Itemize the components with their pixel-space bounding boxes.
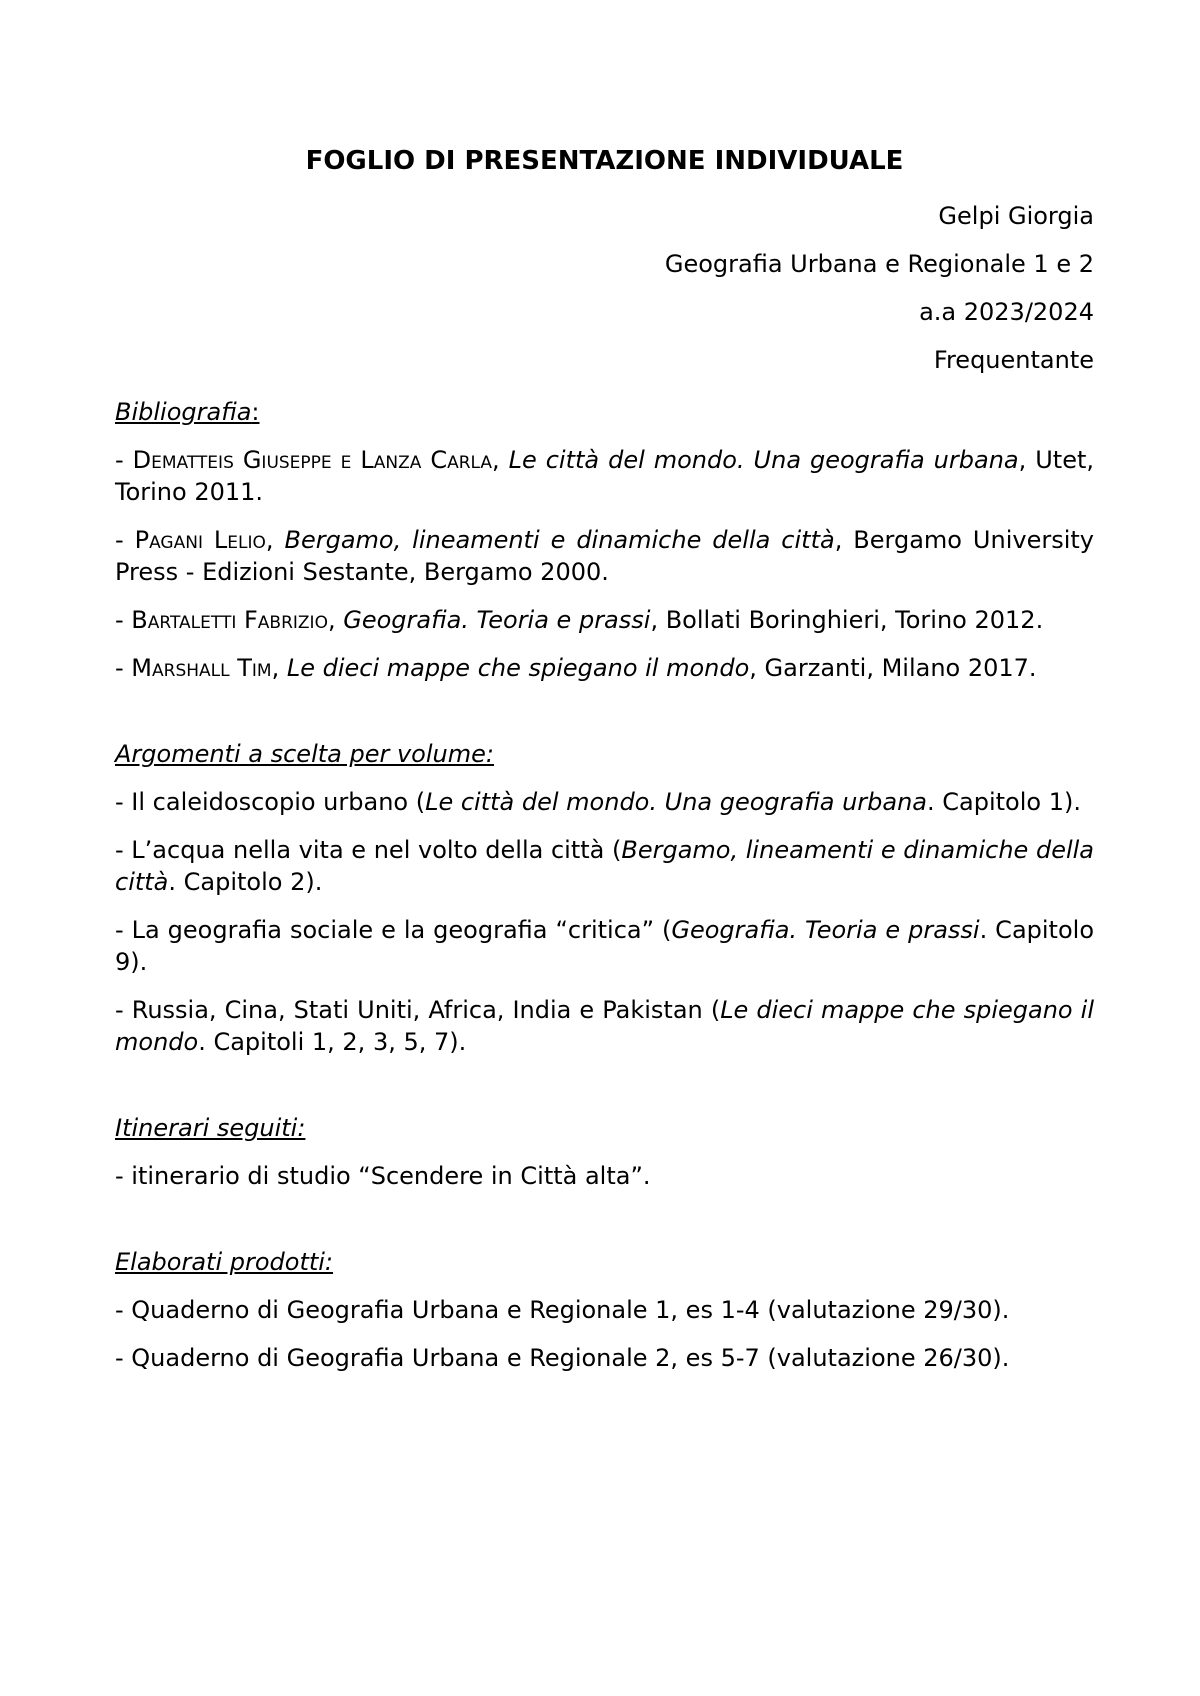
topic-text: - La geografia sociale e la geografia “critica” ( — [115, 916, 672, 944]
topic-chapter: . Capitoli 1, 2, 3, 5, 7). — [198, 1028, 467, 1056]
entry-separator: , — [327, 606, 344, 634]
entry-prefix: - — [115, 654, 132, 682]
topic-reference: Geografia. Teoria e prassi — [671, 916, 980, 944]
course-name: Geografia Urbana e Regionale 1 e 2 — [664, 250, 1094, 278]
topic-item — [115, 834, 1094, 898]
entry-author: Dematteis Giuseppe e Lanza Carla — [132, 446, 493, 474]
bibliography-entry — [115, 524, 1094, 588]
itinerary-item: - itinerario di studio “Scendere in Città alta”. — [115, 1162, 651, 1190]
bibliografia-heading — [115, 396, 1094, 428]
entry-prefix: - — [115, 606, 132, 634]
elaborati-heading: Elaborati prodotti: — [115, 1248, 334, 1276]
bibliography-entry — [115, 604, 1094, 636]
bibliography-entry — [115, 652, 1094, 684]
bibliography-entry — [115, 444, 1094, 508]
entry-separator: , — [265, 526, 285, 554]
entry-publisher: , Utet, Torino 2011. — [115, 446, 1094, 506]
entry-separator: , — [271, 654, 287, 682]
entry-title: Geografia. Teoria e prassi — [343, 606, 651, 634]
topic-item — [115, 786, 1094, 818]
topic-reference: Bergamo, lineamenti e dinamiche della città — [115, 836, 1094, 896]
entry-prefix: - — [115, 526, 135, 554]
topic-reference: Le città del mondo. Una geografia urbana — [425, 788, 928, 816]
work-item: - Quaderno di Geografia Urbana e Regionale 2, es 5-7 (valutazione 26/30). — [115, 1344, 1010, 1372]
entry-author: Pagani Lelio — [134, 526, 266, 554]
bibliografia-heading-text: Bibliografia — [115, 398, 252, 426]
entry-separator: , — [492, 446, 509, 474]
academic-year: a.a 2023/2024 — [919, 298, 1094, 326]
topic-chapter: . Capitolo 9). — [115, 916, 1094, 976]
topic-chapter: . Capitolo 1). — [927, 788, 1081, 816]
entry-title: Bergamo, lineamenti e dinamiche della città — [284, 526, 835, 554]
entry-publisher: , Bollati Boringhieri, Torino 2012. — [650, 606, 1044, 634]
itinerari-heading: Itinerari seguiti: — [115, 1114, 306, 1142]
entry-publisher: , Garzanti, Milano 2017. — [749, 654, 1037, 682]
attendance-status: Frequentante — [933, 346, 1094, 374]
entry-author: Marshall Tim — [131, 654, 272, 682]
entry-title: Le dieci mappe che spiegano il mondo — [286, 654, 750, 682]
argomenti-heading: Argomenti a scelta per volume: — [115, 740, 494, 768]
topic-text: - Il caleidoscopio urbano ( — [115, 788, 426, 816]
entry-title: Le città del mondo. Una geografia urbana — [508, 446, 1019, 474]
topic-item — [115, 914, 1094, 978]
student-name: Gelpi Giorgia — [938, 202, 1094, 230]
topic-text: - L’acqua nella vita e nel volto della città ( — [115, 836, 622, 864]
topic-chapter: . Capitolo 2). — [168, 868, 323, 896]
document-title: FOGLIO DI PRESENTAZIONE INDIVIDUALE — [305, 146, 904, 176]
work-item: - Quaderno di Geografia Urbana e Regionale 1, es 1-4 (valutazione 29/30). — [115, 1296, 1010, 1324]
topic-item — [115, 994, 1094, 1058]
bibliografia-heading-colon: : — [251, 398, 260, 426]
entry-publisher: , Bergamo University Press - Edizioni Sestante, Bergamo 2000. — [115, 526, 1094, 586]
entry-author: Bartaletti Fabrizio — [131, 606, 328, 634]
document-page — [115, 128, 1094, 1390]
topic-reference: Le dieci mappe che spiegano il mondo — [115, 996, 1094, 1056]
entry-prefix: - — [115, 446, 133, 474]
topic-text: - Russia, Cina, Stati Uniti, Africa, India e Pakistan ( — [115, 996, 721, 1024]
